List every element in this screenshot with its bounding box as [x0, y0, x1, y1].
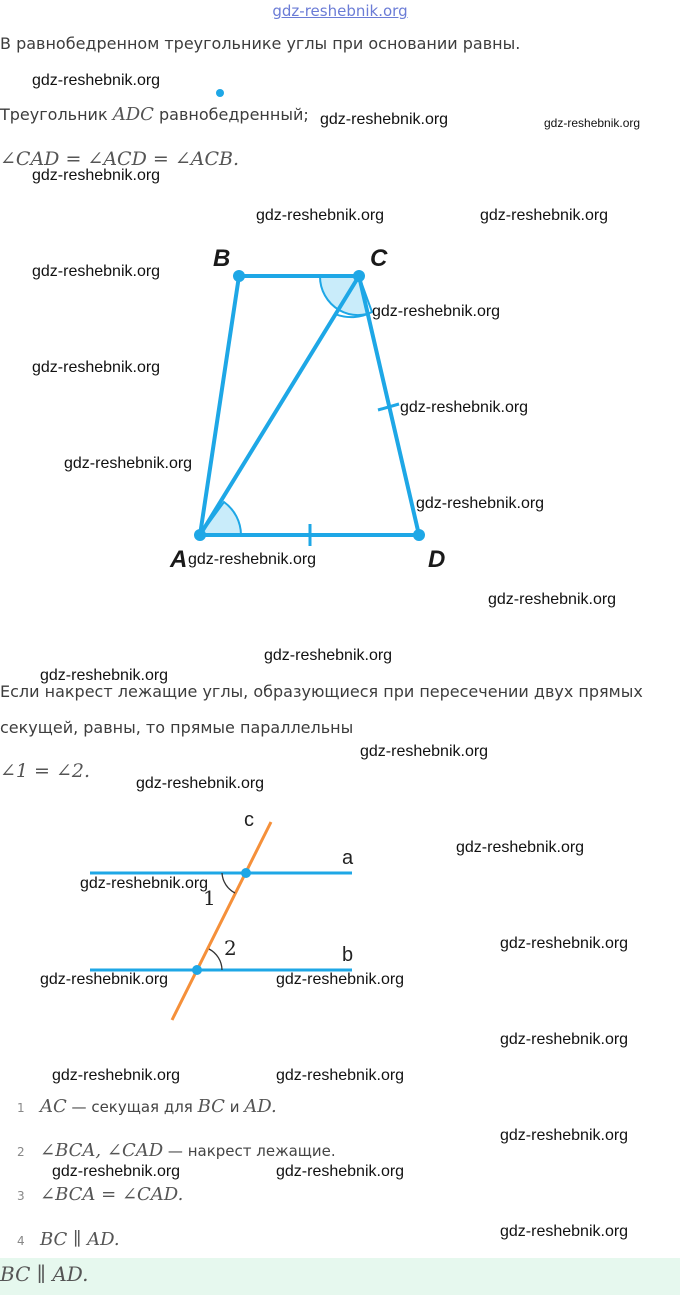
step-3-math: ∠BCA = ∠CAD. — [40, 1184, 184, 1205]
watermark: gdz-reshebnik.org — [276, 1163, 405, 1180]
step-1-text: — секущая для — [66, 1098, 198, 1116]
label-line-c: c — [244, 809, 254, 831]
answer-text: BC ∥ AD. — [0, 1262, 89, 1286]
watermark: gdz-reshebnik.org — [360, 743, 489, 760]
watermark: gdz-reshebnik.org — [500, 1127, 629, 1144]
watermark: gdz-reshebnik.org — [52, 1163, 181, 1180]
label-angle-2: 2 — [224, 936, 237, 960]
watermark: gdz-reshebnik.org — [32, 359, 161, 376]
watermark: gdz-reshebnik.org — [276, 1067, 405, 1084]
label-line-a: a — [342, 847, 354, 869]
watermark: gdz-reshebnik.org — [500, 935, 629, 952]
step-2-number: 2 — [17, 1145, 25, 1159]
intersection-b — [192, 965, 202, 975]
rule-isosceles: В равнобедренном треугольнике углы при основании равны. — [0, 34, 521, 53]
step-1-number: 1 — [17, 1101, 25, 1115]
step-4 — [17, 1229, 120, 1250]
step-1-math-3: AD. — [244, 1096, 277, 1117]
watermark: gdz-reshebnik.org — [320, 111, 449, 128]
site-header-link[interactable]: gdz-reshebnik.org — [272, 2, 408, 20]
step-1-math: AC — [40, 1096, 67, 1117]
step-3-number: 3 — [17, 1189, 25, 1203]
label-a: A — [170, 546, 188, 573]
step-4-number: 4 — [17, 1234, 25, 1248]
watermark: gdz-reshebnik.org — [544, 116, 641, 130]
angle-1-arc — [222, 873, 235, 893]
answer-box — [0, 1258, 680, 1295]
step-1-math-2: BC — [197, 1096, 225, 1117]
rule-alternate-angles-1: Если накрест лежащие углы, образующиеся при пересечении двух прямых — [0, 682, 643, 701]
step-2 — [17, 1140, 336, 1161]
angle-2-arc — [209, 949, 222, 970]
watermark: gdz-reshebnik.org — [64, 455, 193, 472]
triangle-statement-prefix: Треугольник — [0, 105, 113, 124]
watermark: gdz-reshebnik.org — [40, 971, 169, 988]
watermark: gdz-reshebnik.org — [188, 551, 317, 568]
watermark: gdz-reshebnik.org — [500, 1031, 629, 1048]
watermark: gdz-reshebnik.org — [80, 875, 209, 892]
watermark: gdz-reshebnik.org — [52, 1067, 181, 1084]
step-3 — [17, 1184, 183, 1205]
watermark: gdz-reshebnik.org — [32, 167, 161, 184]
watermark: gdz-reshebnik.org — [372, 303, 501, 320]
step-1-text-2: и — [224, 1098, 245, 1116]
angle-equality-1: ∠CAD = ∠ACD = ∠ACB. — [0, 148, 240, 170]
watermark: gdz-reshebnik.org — [276, 971, 405, 988]
watermark: gdz-reshebnik.org — [32, 263, 161, 280]
watermark: gdz-reshebnik.org — [264, 647, 393, 664]
watermark: gdz-reshebnik.org — [32, 72, 161, 89]
triangle-statement-suffix: равнобедренный; — [153, 105, 309, 124]
triangle-name: ADC — [112, 104, 154, 125]
watermark: gdz-reshebnik.org — [400, 399, 529, 416]
intersection-a — [241, 868, 251, 878]
step-2-math: ∠BCA, ∠CAD — [40, 1140, 164, 1161]
line-c-transversal — [172, 822, 271, 1020]
watermark: gdz-reshebnik.org — [136, 775, 265, 792]
step-2-text: — накрест лежащие. — [163, 1142, 336, 1160]
label-d: D — [428, 546, 446, 573]
step-4-math: BC ∥ AD. — [40, 1229, 120, 1250]
watermark: gdz-reshebnik.org — [256, 207, 385, 224]
watermark: gdz-reshebnik.org — [40, 667, 169, 684]
rule-alternate-angles-2: секущей, равны, то прямые параллельны — [0, 718, 354, 737]
label-line-b: b — [342, 944, 354, 966]
label-angle-1: 1 — [203, 886, 216, 910]
watermark: gdz-reshebnik.org — [416, 495, 545, 512]
watermark: gdz-reshebnik.org — [488, 591, 617, 608]
watermark: gdz-reshebnik.org — [456, 839, 585, 856]
label-c: C — [370, 245, 388, 272]
watermark: gdz-reshebnik.org — [480, 207, 609, 224]
step-1 — [17, 1096, 277, 1117]
watermark: gdz-reshebnik.org — [500, 1223, 629, 1240]
angle-equality-2: ∠1 = ∠2. — [0, 760, 91, 782]
label-b: B — [213, 245, 231, 272]
